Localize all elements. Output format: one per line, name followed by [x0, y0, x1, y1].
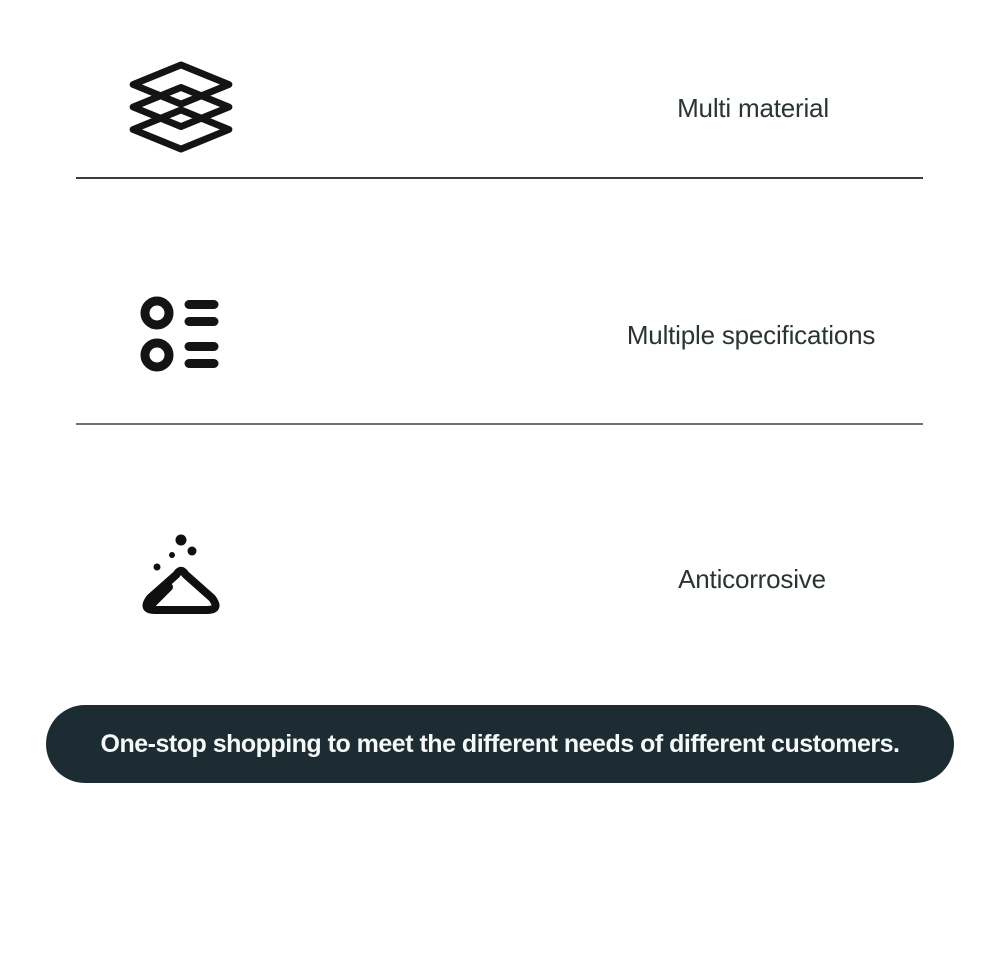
feature-label-multiple-specifications: Multiple specifications [626, 320, 876, 350]
powder-pile-icon [133, 524, 229, 620]
banner-text: One-stop shopping to meet the different needs of different customers. [100, 729, 900, 758]
feature-label-multi-material: Multi material [677, 93, 829, 123]
feature-label-anticorrosive: Anticorrosive [678, 564, 826, 594]
divider [76, 423, 923, 425]
layers-icon [128, 61, 234, 153]
spec-list-icon [140, 294, 222, 376]
one-stop-banner [46, 705, 954, 783]
divider [76, 177, 923, 179]
